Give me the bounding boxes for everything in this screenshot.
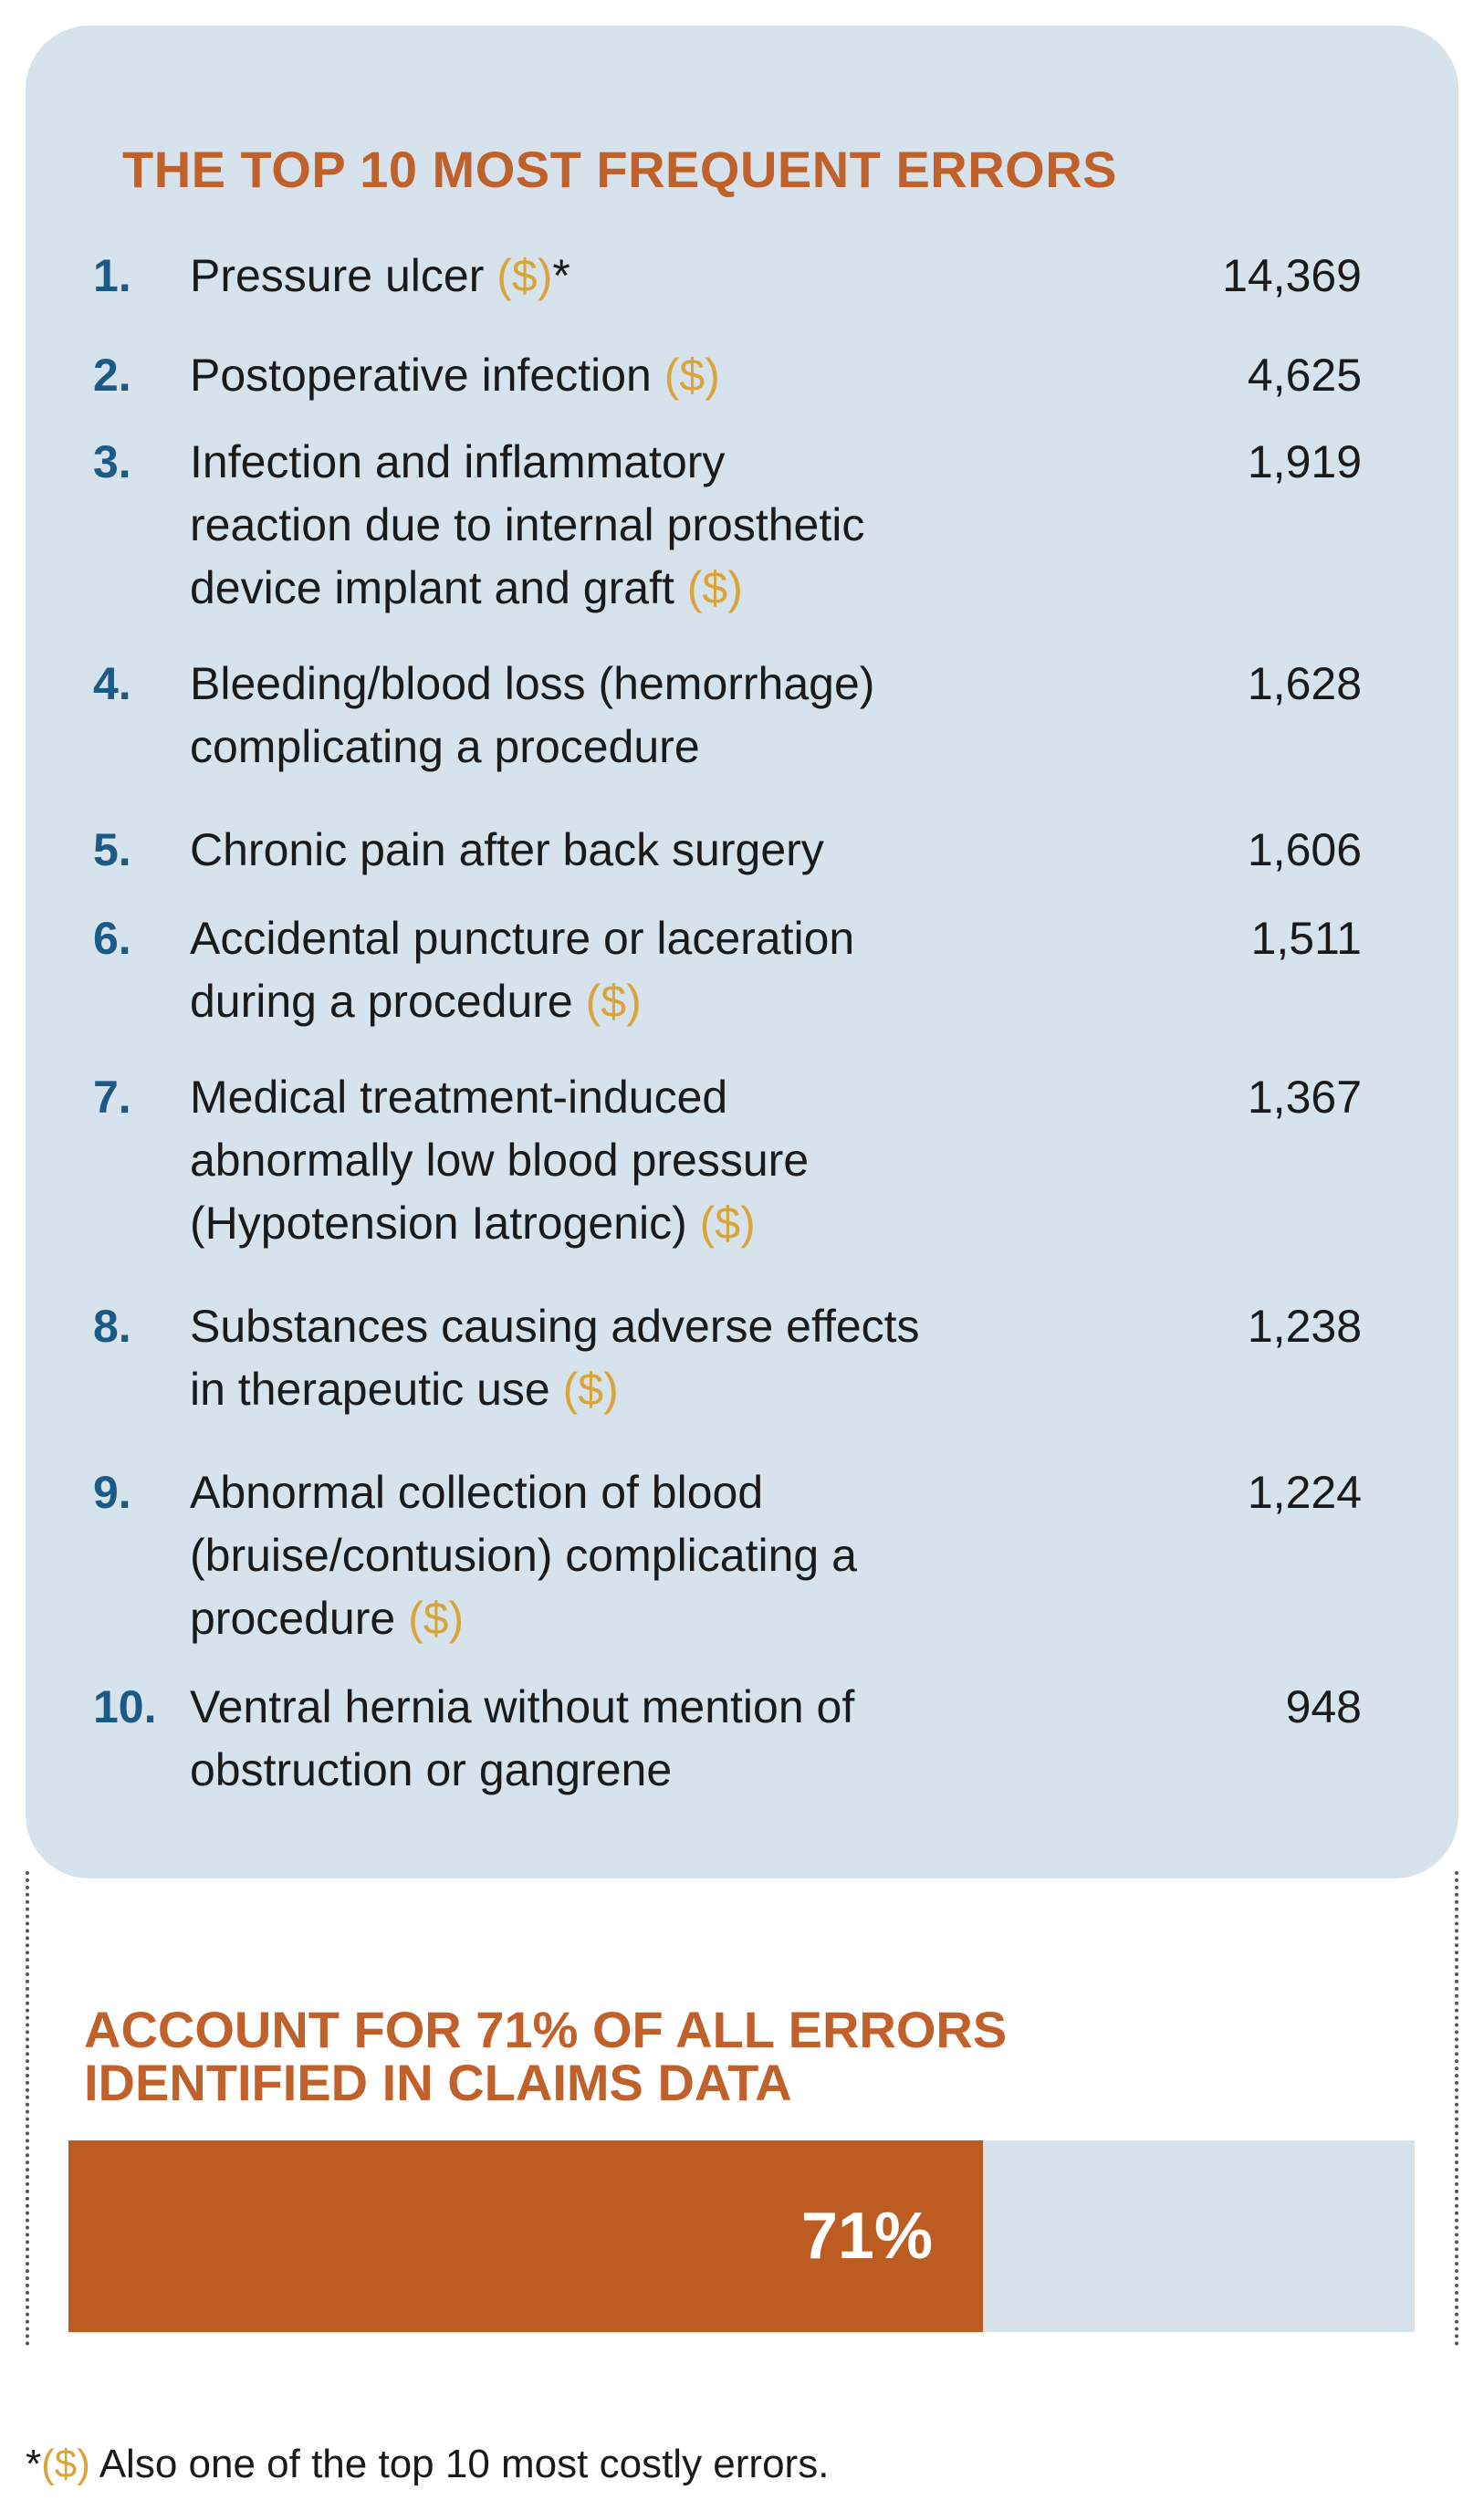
share-title-line-1: ACCOUNT FOR 71% OF ALL ERRORS <box>84 2001 1008 2058</box>
error-label <box>190 1676 1166 1802</box>
error-label-text: in therapeutic use <box>190 1364 550 1415</box>
error-label-line <box>190 1676 1166 1739</box>
error-count: 1,238 <box>1247 1301 1362 1352</box>
error-label <box>190 1066 1166 1255</box>
right-dotted-divider <box>1455 1871 1458 2346</box>
error-label <box>190 1295 1166 1421</box>
error-row <box>93 431 1362 620</box>
error-label-text: procedure <box>190 1593 396 1644</box>
error-rank: 7. <box>93 1072 131 1123</box>
left-dotted-divider <box>26 1871 29 2346</box>
error-rank: 3. <box>93 436 131 487</box>
error-count: 4,625 <box>1247 350 1362 401</box>
error-label-line <box>190 970 1166 1033</box>
error-count: 14,369 <box>1222 250 1362 301</box>
error-label-text: abnormally low blood pressure <box>190 1135 810 1186</box>
costly-mark: ($) <box>562 1364 619 1415</box>
error-label-line <box>190 431 1166 494</box>
costly-mark: ($) <box>585 976 642 1027</box>
error-label-line <box>190 1192 1166 1255</box>
error-label-text: reaction due to internal prosthetic <box>190 499 865 550</box>
error-label-line <box>190 245 1166 308</box>
footnote-star: * <box>26 2442 42 2486</box>
costly-mark: ($) <box>664 350 720 401</box>
error-label-text: Bleeding/blood loss (hemorrhage) <box>190 658 875 709</box>
error-rank: 8. <box>93 1301 131 1352</box>
error-label-line <box>190 344 1166 407</box>
error-label-text: Ventral hernia without mention of <box>190 1681 855 1732</box>
share-bar-label: 71% <box>800 2200 933 2273</box>
error-row <box>93 1066 1362 1255</box>
error-label-line <box>190 1066 1166 1129</box>
error-row <box>93 344 1362 407</box>
error-label <box>190 245 1166 308</box>
error-row <box>93 1295 1362 1421</box>
error-label <box>190 431 1166 620</box>
error-label <box>190 819 1166 882</box>
error-label-line <box>190 1587 1166 1650</box>
panel-title: THE TOP 10 MOST FREQUENT ERRORS <box>122 141 1118 198</box>
error-row <box>93 1676 1362 1802</box>
error-label-text: (bruise/contusion) complicating a <box>190 1530 857 1581</box>
error-rank: 2. <box>93 350 131 401</box>
footnote-costly-mark: ($) <box>41 2442 90 2486</box>
error-label-line <box>190 1358 1166 1421</box>
error-count: 1,606 <box>1247 824 1362 875</box>
error-rank: 1. <box>93 250 131 301</box>
error-row <box>93 245 1362 308</box>
error-label-text: Postoperative infection <box>190 350 652 401</box>
error-rank: 10. <box>93 1681 157 1732</box>
error-label-line <box>190 716 1166 779</box>
error-label-text: Infection and inflammatory <box>190 436 726 487</box>
error-label <box>190 344 1166 407</box>
error-label-text: Pressure ulcer <box>190 250 485 301</box>
error-label-line <box>190 494 1166 557</box>
error-row <box>93 819 1362 882</box>
error-row <box>93 1461 1362 1650</box>
footnote-text: Also one of the top 10 most costly errors. <box>89 2442 830 2486</box>
error-label-line <box>190 907 1166 970</box>
share-title <box>84 2001 1362 2111</box>
error-label-line <box>190 1524 1166 1587</box>
error-label-line <box>190 819 1166 882</box>
error-label-line <box>190 653 1166 716</box>
error-rank: 9. <box>93 1467 131 1518</box>
share-title-line-2: IDENTIFIED IN CLAIMS DATA <box>84 2054 792 2111</box>
share-bar-track <box>68 2140 1415 2332</box>
error-label-text: complicating a procedure <box>190 721 700 772</box>
error-label-text: Chronic pain after back surgery <box>190 824 824 875</box>
error-row <box>93 907 1362 1033</box>
error-rank: 4. <box>93 658 131 709</box>
error-label-text: (Hypotension Iatrogenic) <box>190 1198 687 1249</box>
error-label-text: during a procedure <box>190 976 573 1027</box>
error-label <box>190 653 1166 779</box>
error-count: 1,919 <box>1247 436 1362 487</box>
error-label-text: Substances causing adverse effects <box>190 1301 920 1352</box>
error-rank: 6. <box>93 913 131 964</box>
error-count: 948 <box>1285 1681 1362 1732</box>
error-label-text: Accidental puncture or laceration <box>190 913 855 964</box>
error-count: 1,628 <box>1247 658 1362 709</box>
footnote <box>26 2442 829 2487</box>
error-label-text: Medical treatment-induced <box>190 1072 728 1123</box>
error-label <box>190 1461 1166 1650</box>
error-count: 1,224 <box>1247 1467 1362 1518</box>
error-row <box>93 653 1362 779</box>
error-label-line <box>190 1129 1166 1192</box>
costly-mark: ($) <box>699 1198 756 1249</box>
error-label-line <box>190 557 1166 620</box>
error-label-text: device implant and graft <box>190 562 674 613</box>
error-count: 1,367 <box>1247 1072 1362 1123</box>
error-label-line <box>190 1461 1166 1524</box>
error-count: 1,511 <box>1250 913 1362 964</box>
error-rank: 5. <box>93 824 131 875</box>
error-label-text: Abnormal collection of blood <box>190 1467 764 1518</box>
footnote-asterisk: * <box>552 250 570 301</box>
costly-mark: ($) <box>496 250 553 301</box>
error-label-line <box>190 1295 1166 1358</box>
error-label-line <box>190 1739 1166 1802</box>
error-label <box>190 907 1166 1033</box>
error-label-text: obstruction or gangrene <box>190 1744 673 1795</box>
costly-mark: ($) <box>686 562 743 613</box>
costly-mark: ($) <box>408 1593 465 1644</box>
